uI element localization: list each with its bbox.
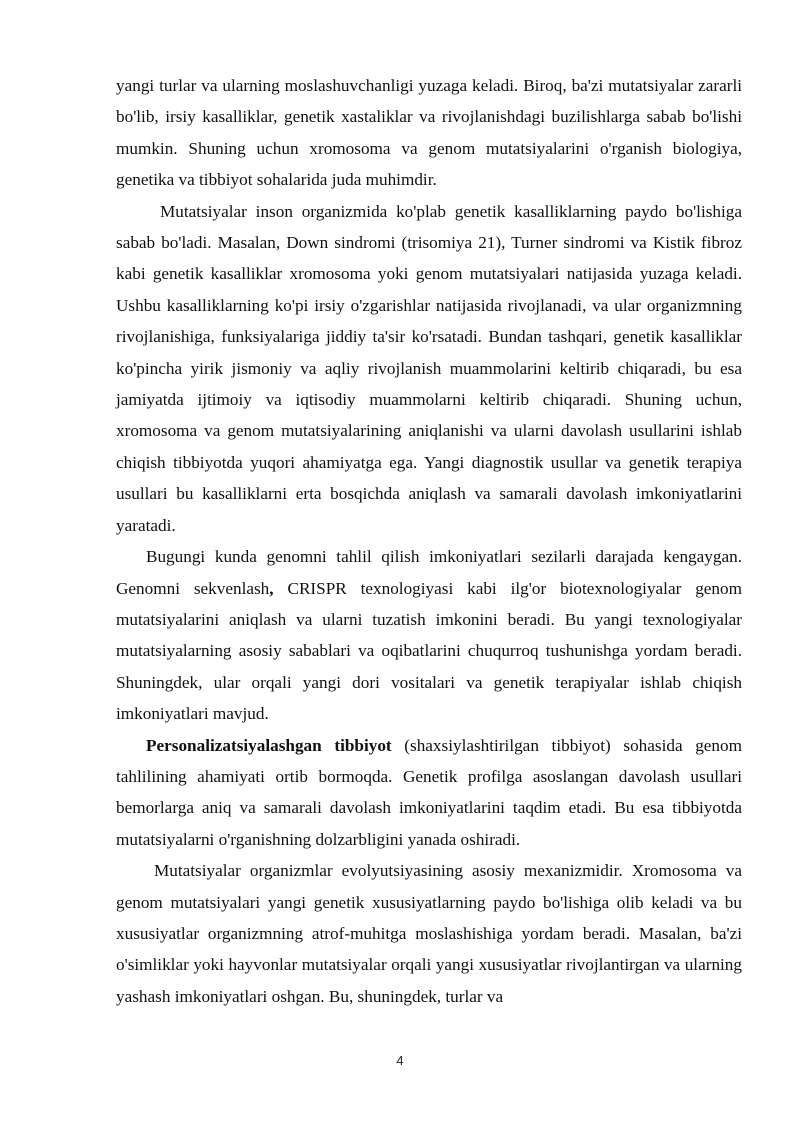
paragraph-personalized-medicine xyxy=(116,730,742,856)
paragraph-genetic-diseases: Mutatsiyalar inson organizmida ko'plab genetik kasalliklarning paydo bo'lishiga sabab bo'ladi. Masalan, Down sindromi (trisomiya 21), Turner sindromi va Kistik fibroz kabi genetik kasalliklar xromosoma yoki genom mutatsiyalari natijasida yuzaga keladi. Ushbu kasalliklarning ko'pi irsiy o'zgarishlar natijasida rivojlanadi, va ular organizmning rivojlanishiga, funksiyalariga jiddiy ta'sir ko'rsatadi. Bundan tashqari, genetik kasalliklar ko'pincha yirik jismoniy va aqliy rivojlanish muammolarini keltirib chiqaradi, bu esa jamiyatda ijtimoiy va iqtisodiy muammolarni keltirib chiqaradi. Shuning uchun, xromosoma va genom mutatsiyalarining aniqlanishi va ularni davolash usullarini ishlab chiqish tibbiyotda yuqori ahamiyatga ega. Yangi diagnostik usullar va genetik terapiya usullari bu kasalliklarni erta bosqichda aniqlash va samarali davolash imkoniyatlarini yaratadi. xyxy=(116,201,742,535)
personalized-medicine-text: (shaxsiylashtirilgan tibbiyot) sohasida genom tahlilining ahamiyati ortib bormoqda. Genetik profilga asoslangan davolash usullari bemorlarga aniq va samarali davolash imkoniyatlarini taqdim etadi. Bu esa tibbiyotda mutatsiyalarni o'rganishning dolzarbligini yanada oshiradi. xyxy=(116,735,742,849)
document-page xyxy=(116,70,742,1012)
paragraph-continuation: yangi turlar va ularning moslashuvchanligi yuzaga keladi. Biroq, ba'zi mutatsiyalar zararli bo'lib, irsiy kasalliklar, genetik xastaliklar va rivojlanishdagi buzilishlarga sabab bo'lishi mumkin. Shuning uchun xromosoma va genom mutatsiyalarini o'rganish biologiya, genetika va tibbiyot sohalarida juda muhimdir. xyxy=(116,76,742,190)
paragraph-evolution: Mutatsiyalar organizmlar evolyutsiyasining asosiy mexanizmidir. Xromosoma va genom mutatsiyalari yangi genetik xususiyatlarning paydo bo'lishiga olib keladi va bu xususiyatlar organizmning atrof-muhitga moslashishiga yordam beradi. Masalan, ba'zi o'simliklar yoki hayvonlar mutatsiyalar orqali yangi xususiyatlar rivojlantirgan va ularning yashash imkoniyatlari oshgan. Bu, shuningdek, turlar va xyxy=(116,861,742,1006)
genome-analysis-text-start: Bugungi kunda genomni tahlil qilish imkoniyatlari sezilarli darajada kengaygan. Genomni sekvenlash xyxy=(116,547,742,598)
bold-term-personalized-medicine: Personalizatsiyalashgan tibbiyot xyxy=(146,735,392,755)
page-number: 4 xyxy=(396,1053,404,1068)
paragraph-genome-analysis xyxy=(116,541,742,729)
bold-comma: , xyxy=(269,578,274,598)
genome-analysis-text-end: CRISPR texnologiyasi kabi ilg'or biotexnologiyalar genom mutatsiyalarini aniqlash va ularni tuzatish imkonini beradi. Bu yangi texnologiyalar mutatsiyalarning asosiy sabablari va oqibatlarini chuqurroq tushunishga yordam beradi. Shuningdek, ular orqali yangi dori vositalari va genetik terapiyalar ishlab chiqish imkoniyatlari mavjud. xyxy=(116,578,742,724)
